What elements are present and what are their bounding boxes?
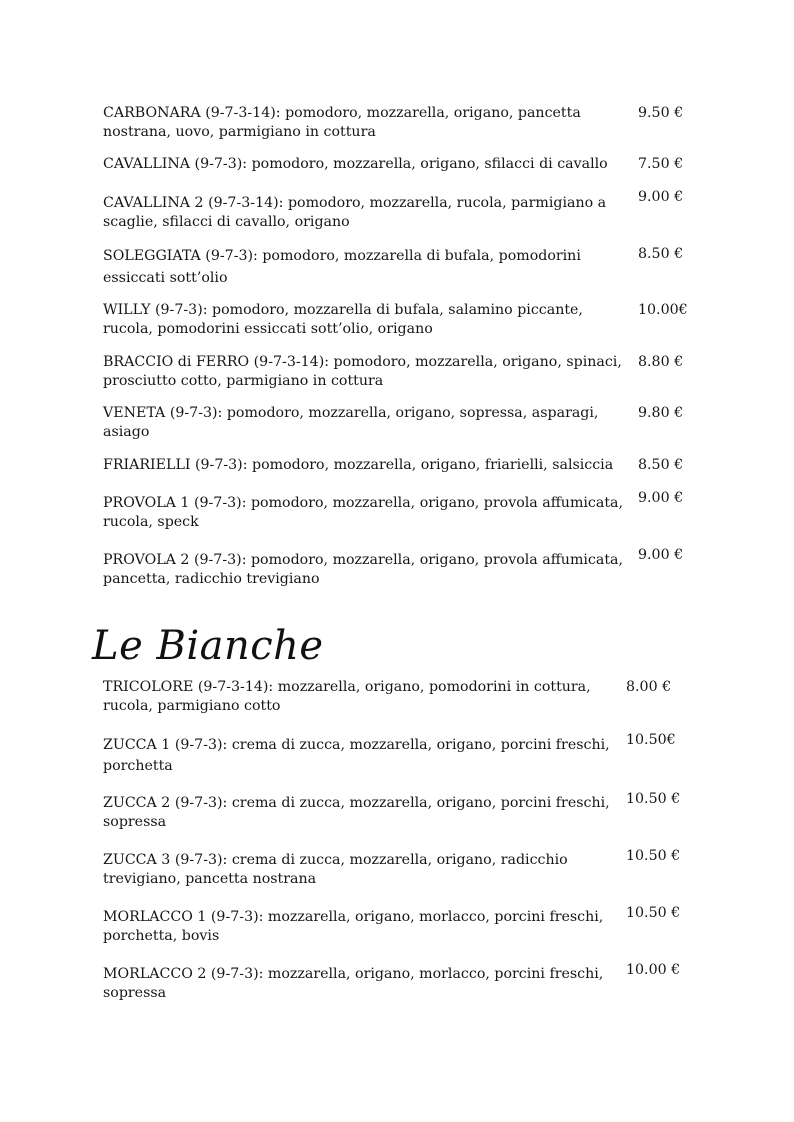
menu-item-price: 8.50 €	[638, 457, 684, 473]
menu-item-price: 10.50 €	[626, 848, 681, 864]
menu-item-price: 7.50 €	[638, 156, 684, 172]
menu-item-description: ZUCCA 1 (9-7-3): crema di zucca, mozzarella, origano, porcini freschi, porchetta	[103, 737, 610, 774]
menu-item-price: 10.00€	[638, 302, 688, 318]
menu-item-description: MORLACCO 2 (9-7-3): mozzarella, origano, morlacco, porcini freschi, sopressa	[103, 966, 604, 1001]
menu-item-description: MORLACCO 1 (9-7-3): mozzarella, origano, morlacco, porcini freschi, porchetta, bovis	[103, 909, 604, 944]
menu-item-price: 10.50 €	[626, 905, 681, 921]
menu-item-price: 8.80 €	[638, 354, 684, 370]
menu-item-description: VENETA (9-7-3): pomodoro, mozzarella, origano, sopressa, asparagi, asiago	[103, 405, 599, 440]
section-title-bianche: Le Bianche	[92, 623, 324, 669]
menu-item-description: FRIARIELLI (9-7-3): pomodoro, mozzarella, origano, friarielli, salsiccia	[103, 457, 614, 473]
menu-item-description: CAVALLINA 2 (9-7-3-14): pomodoro, mozzarella, rucola, parmigiano a scaglie, sfilacci di cavallo, origano	[103, 195, 607, 230]
menu-item-price: 9.00 €	[638, 547, 684, 563]
menu-item-price: 8.00 €	[626, 679, 672, 695]
menu-item-description: TRICOLORE (9-7-3-14): mozzarella, origano, pomodorini in cottura, rucola, parmigiano cotto	[103, 679, 591, 714]
menu-item-description: ZUCCA 2 (9-7-3): crema di zucca, mozzarella, origano, porcini freschi, sopressa	[103, 795, 610, 830]
menu-item-description: BRACCIO di FERRO (9-7-3-14): pomodoro, mozzarella, origano, spinaci, prosciutto cotto, parmigiano in cottura	[103, 354, 622, 389]
menu-item-description: CAVALLINA (9-7-3): pomodoro, mozzarella, origano, sfilacci di cavallo	[103, 156, 608, 172]
menu-item-price: 9.00 €	[638, 490, 684, 506]
menu-item-price: 10.50€	[626, 732, 676, 748]
menu-item-price: 9.50 €	[638, 105, 684, 121]
menu-item-description: WILLY (9-7-3): pomodoro, mozzarella di bufala, salamino piccante, rucola, pomodorini essiccati sott’olio, origano	[103, 302, 583, 337]
menu-item-description: PROVOLA 2 (9-7-3): pomodoro, mozzarella, origano, provola affumicata, pancetta, radicchio trevigiano	[103, 552, 624, 587]
menu-item-description: CARBONARA (9-7-3-14): pomodoro, mozzarella, origano, pancetta nostrana, uovo, parmigiano in cottura	[103, 105, 581, 140]
menu-item-description: ZUCCA 3 (9-7-3): crema di zucca, mozzarella, origano, radicchio trevigiano, pancetta nostrana	[103, 852, 568, 887]
menu-item-description: PROVOLA 1 (9-7-3): pomodoro, mozzarella, origano, provola affumicata, rucola, speck	[103, 495, 624, 530]
menu-item-price: 10.00 €	[626, 962, 681, 978]
menu-item-price: 9.80 €	[638, 405, 684, 421]
menu-item-description: SOLEGGIATA (9-7-3): pomodoro, mozzarella di bufala, pomodorini essiccati sott’olio	[103, 248, 581, 286]
menu-item-price: 8.50 €	[638, 246, 684, 262]
menu-item-price: 10.50 €	[626, 791, 681, 807]
menu-item-price: 9.00 €	[638, 189, 684, 205]
